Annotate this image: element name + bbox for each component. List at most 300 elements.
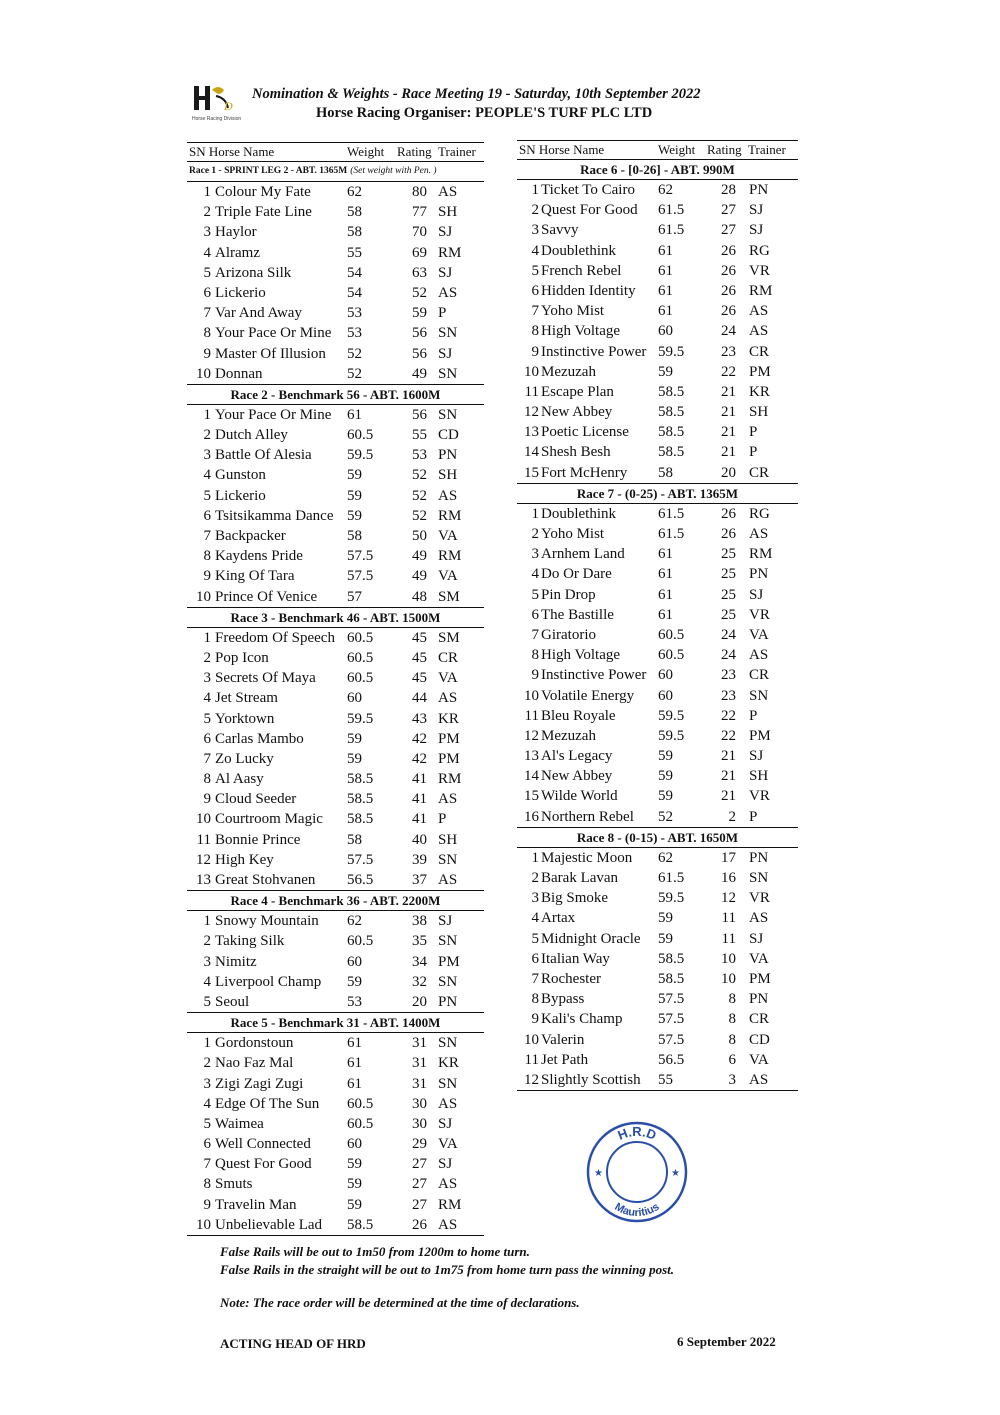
horse-row [517, 1070, 798, 1091]
horse-row [517, 1030, 798, 1050]
horse-name: Volatile Energy [541, 687, 635, 704]
horse-weight: 61 [347, 1075, 362, 1092]
horse-name: Waimea [215, 1115, 264, 1132]
horse-name: Quest For Good [541, 202, 638, 219]
horse-trainer: VR [749, 606, 770, 623]
horse-name: Carlas Mambo [215, 730, 304, 747]
horse-weight: 53 [347, 993, 362, 1010]
horse-weight: 61 [658, 282, 673, 299]
horse-rating: 25 [721, 586, 736, 603]
horse-trainer: SH [438, 831, 458, 848]
horse-trainer: AS [438, 690, 458, 707]
horse-rating: 8 [728, 1031, 736, 1048]
horse-sn: 2 [203, 649, 211, 666]
horse-name: Northern Rebel [541, 808, 634, 825]
horse-weight: 60.5 [347, 427, 374, 444]
horse-sn: 8 [203, 771, 211, 788]
horse-weight: 54 [347, 284, 362, 301]
horse-row [187, 546, 484, 566]
horse-trainer: SJ [749, 202, 764, 219]
horse-sn: 14 [524, 444, 539, 461]
horse-trainer: RM [438, 507, 462, 524]
horse-name: Escape Plan [541, 383, 614, 400]
header-trainer: Trainer [438, 144, 476, 159]
horse-weight: 59 [658, 930, 673, 947]
horse-sn: 11 [524, 707, 539, 724]
horse-name: Big Smoke [541, 890, 609, 907]
horse-row [517, 200, 798, 220]
horse-sn: 10 [196, 811, 211, 828]
horse-rating: 41 [412, 771, 427, 788]
horse-sn: 3 [203, 953, 211, 970]
horse-weight: 55 [347, 244, 362, 261]
horse-name: Ticket To Cairo [541, 182, 635, 198]
race-title: Race 6 - [0-26] - ABT. 990M [517, 160, 798, 180]
horse-name: The Bastille [541, 606, 614, 623]
horse-row [187, 526, 484, 546]
horse-name: Midnight Oracle [541, 930, 641, 947]
horse-trainer: P [749, 424, 758, 441]
horse-rating: 59 [412, 305, 427, 322]
horse-rating: 70 [412, 224, 427, 241]
horse-trainer: SN [438, 1075, 458, 1092]
horse-row [517, 766, 798, 786]
horse-trainer: VA [749, 950, 769, 967]
horse-trainer: KR [749, 383, 770, 400]
horse-name: Tsitsikamma Dance [215, 507, 334, 524]
horse-sn: 10 [196, 365, 211, 382]
horse-trainer: PM [749, 970, 771, 987]
race-title: Race 5 - Benchmark 31 - ABT. 1400M [187, 1013, 484, 1033]
horse-name: Master Of Illusion [215, 345, 326, 362]
horse-rating: 21 [721, 444, 736, 461]
horse-weight: 60 [658, 667, 673, 684]
horse-sn: 2 [531, 526, 539, 542]
horse-trainer: RM [749, 282, 773, 299]
horse-name: Mezuzah [541, 363, 596, 380]
horse-row [187, 1114, 484, 1134]
horse-sn: 1 [203, 184, 211, 200]
horse-weight: 59 [658, 363, 673, 380]
horse-trainer: AS [438, 487, 458, 504]
horse-rating: 30 [412, 1115, 427, 1132]
horse-rating: 38 [412, 913, 427, 930]
horse-weight: 58.5 [658, 404, 685, 421]
horse-trainer: VR [749, 262, 770, 279]
horse-weight: 59 [658, 788, 673, 805]
horse-name: Donnan [215, 365, 263, 382]
horse-rating: 26 [721, 262, 736, 279]
horse-rating: 12 [721, 890, 736, 907]
horse-weight: 58.5 [347, 771, 374, 788]
horse-sn: 11 [524, 383, 539, 400]
horse-trainer: SJ [749, 586, 764, 603]
horse-row [187, 1154, 484, 1174]
horse-name: Nimitz [215, 953, 257, 970]
horse-sn: 3 [203, 224, 211, 241]
horse-trainer: AS [438, 872, 458, 888]
horse-trainer: VA [438, 568, 458, 585]
horse-name: Bypass [541, 991, 585, 1008]
horse-rating: 26 [721, 526, 736, 542]
horse-weight: 60.5 [347, 629, 374, 646]
horse-name: Pop Icon [215, 649, 269, 666]
horse-weight: 55 [658, 1071, 673, 1088]
horse-trainer: RM [438, 1196, 462, 1213]
horse-sn: 1 [203, 406, 211, 423]
horse-row [187, 709, 484, 729]
horse-rating: 11 [721, 930, 736, 947]
horse-trainer: SN [438, 933, 458, 950]
horse-sn: 4 [203, 467, 211, 484]
horse-weight: 61 [658, 606, 673, 623]
horse-weight: 53 [347, 305, 362, 322]
horse-trainer: SM [438, 629, 460, 646]
horse-row [517, 969, 798, 989]
horse-sn: 10 [524, 687, 539, 704]
horse-trainer: SJ [438, 1156, 453, 1173]
horse-rating: 27 [412, 1196, 427, 1213]
horse-row [187, 506, 484, 526]
horse-trainer: SH [438, 467, 458, 484]
horse-name: Majestic Moon [541, 849, 633, 866]
horse-name: Yorktown [215, 710, 275, 727]
horse-sn: 12 [524, 727, 539, 744]
horse-name: Kaydens Pride [215, 548, 303, 565]
horse-name: Prince Of Venice [215, 588, 318, 605]
horse-weight: 62 [658, 849, 673, 866]
horse-weight: 59 [347, 487, 362, 504]
horse-row [187, 323, 484, 343]
horse-trainer: PM [438, 750, 460, 767]
horse-trainer: P [749, 444, 758, 461]
horse-sn: 8 [531, 991, 539, 1008]
horse-rating: 17 [721, 849, 736, 866]
horse-trainer: AS [438, 184, 458, 200]
horse-rating: 42 [412, 730, 427, 747]
horse-name: High Key [215, 851, 274, 868]
horse-rating: 39 [412, 851, 427, 868]
horse-weight: 61 [658, 566, 673, 583]
horse-weight: 61.5 [658, 870, 685, 886]
horse-name: Zigi Zagi Zugi [215, 1075, 304, 1092]
horse-row [517, 686, 798, 706]
horse-weight: 58.5 [658, 950, 685, 967]
horse-name: Quest For Good [215, 1156, 312, 1173]
header-trainer: Trainer [748, 142, 786, 157]
horse-rating: 23 [721, 667, 736, 684]
horse-rating: 44 [412, 690, 427, 707]
horse-rating: 52 [412, 507, 427, 524]
horse-name: Gordonstoun [215, 1035, 294, 1052]
horse-trainer: P [749, 707, 758, 724]
horse-name: Mezuzah [541, 727, 596, 744]
horse-row [517, 504, 798, 524]
horse-trainer: VR [749, 788, 770, 805]
horse-sn: 3 [531, 222, 539, 239]
horse-trainer: AS [438, 791, 458, 808]
horse-weight: 61 [347, 406, 362, 423]
horse-trainer: SN [438, 406, 458, 423]
horse-sn: 6 [531, 282, 539, 299]
horse-rating: 20 [412, 993, 427, 1010]
horse-row [187, 789, 484, 809]
horse-sn: 4 [531, 910, 539, 927]
horse-rating: 10 [721, 970, 736, 987]
horse-rating: 23 [721, 343, 736, 360]
horse-sn: 3 [203, 1075, 211, 1092]
horse-trainer: SN [438, 1035, 458, 1052]
horse-trainer: SJ [438, 1115, 453, 1132]
horse-trainer: SH [438, 204, 458, 221]
horse-sn: 7 [531, 970, 539, 987]
horse-name: Dutch Alley [215, 427, 288, 444]
horse-rating: 28 [721, 182, 736, 198]
horse-sn: 3 [531, 546, 539, 563]
horse-trainer: VA [749, 626, 769, 643]
horse-name: Freedom Of Speech [215, 629, 335, 646]
horse-row [187, 587, 484, 608]
horse-rating: 25 [721, 606, 736, 623]
horse-trainer: CR [749, 464, 770, 481]
horse-rating: 26 [721, 303, 736, 320]
horse-row [187, 182, 484, 202]
horse-name: Edge Of The Sun [215, 1095, 320, 1112]
svg-text:D: D [224, 99, 233, 113]
horse-name: Slightly Scottish [541, 1071, 641, 1088]
horse-name: Lickerio [215, 487, 266, 504]
horse-row [517, 929, 798, 949]
horse-name: New Abbey [541, 404, 613, 421]
svg-text:★: ★ [594, 1168, 603, 1179]
horse-sn: 6 [531, 950, 539, 967]
horse-row [187, 202, 484, 222]
horse-rating: 3 [728, 1071, 736, 1088]
horse-trainer: VA [438, 528, 458, 544]
horse-row [187, 952, 484, 972]
horse-rating: 77 [412, 204, 427, 221]
horse-weight: 60 [347, 1136, 362, 1153]
horse-row [187, 992, 484, 1013]
horse-sn: 5 [203, 993, 211, 1010]
horse-rating: 69 [412, 244, 427, 261]
horse-trainer: SN [749, 870, 769, 886]
horse-rating: 35 [412, 933, 427, 950]
horse-trainer: PM [749, 363, 771, 380]
horse-trainer: SM [438, 588, 460, 605]
hrd-stamp [585, 1120, 690, 1225]
horse-rating: 24 [721, 647, 736, 664]
horse-weight: 59 [347, 1176, 362, 1193]
horse-trainer: P [749, 808, 758, 825]
horse-rating: 37 [412, 872, 427, 888]
horse-sn: 7 [531, 303, 539, 320]
race-title: Race 1 - SPRINT LEG 2 - ABT. 1365M (Set weight with Pen. ) [187, 162, 484, 182]
horse-row [517, 989, 798, 1009]
horse-row [187, 668, 484, 688]
horse-row [517, 281, 798, 301]
horse-weight: 59 [347, 467, 362, 484]
horse-name: Colour My Fate [215, 184, 311, 200]
svg-text:★: ★ [671, 1168, 680, 1179]
race-order-note: Note: The race order will be determined at the time of declarations. [220, 1295, 580, 1310]
horse-sn: 8 [531, 647, 539, 664]
horse-trainer: PN [438, 993, 458, 1010]
horse-trainer: PN [749, 849, 769, 866]
horse-row [187, 445, 484, 465]
horse-rating: 45 [412, 629, 427, 646]
horse-trainer: SJ [438, 224, 453, 241]
horse-sn: 10 [196, 588, 211, 605]
column-header [517, 140, 798, 160]
horse-rating: 27 [721, 222, 736, 239]
horse-rating: 11 [721, 910, 736, 927]
horse-row [517, 220, 798, 240]
horse-trainer: SJ [749, 222, 764, 239]
organiser-line: Horse Racing Organiser: PEOPLE'S TURF PLC LTD [316, 105, 653, 121]
horse-rating: 56 [412, 345, 427, 362]
horse-sn: 4 [531, 566, 539, 583]
horse-weight: 59.5 [658, 890, 685, 907]
race-title: Race 3 - Benchmark 46 - ABT. 1500M [187, 608, 484, 628]
horse-name: Poetic License [541, 424, 629, 441]
horse-name: Fort McHenry [541, 464, 628, 481]
horse-trainer: SJ [749, 748, 764, 765]
horse-weight: 60.5 [658, 626, 685, 643]
horse-rating: 32 [412, 973, 427, 990]
horse-row [517, 564, 798, 584]
horse-trainer: AS [749, 303, 769, 320]
horse-row [517, 706, 798, 726]
horse-rating: 10 [721, 950, 736, 967]
horse-row [187, 1053, 484, 1073]
horse-sn: 1 [531, 849, 539, 866]
horse-row [517, 402, 798, 422]
horse-name: Bleu Royale [541, 707, 616, 724]
horse-sn: 11 [196, 831, 211, 848]
left-race-column [187, 142, 484, 1236]
horse-rating: 29 [412, 1136, 427, 1153]
horse-weight: 59 [347, 507, 362, 524]
horse-rating: 52 [412, 487, 427, 504]
horse-weight: 61.5 [658, 202, 685, 219]
column-header [187, 142, 484, 162]
horse-rating: 20 [721, 464, 736, 481]
horse-sn: 5 [203, 1115, 211, 1132]
horse-rating: 49 [412, 365, 427, 382]
horse-row [517, 786, 798, 806]
horse-row [187, 648, 484, 668]
horse-row [517, 868, 798, 888]
horse-trainer: RM [438, 548, 462, 565]
horse-sn: 16 [524, 808, 539, 825]
horse-trainer: CR [749, 667, 770, 684]
horse-weight: 59 [347, 750, 362, 767]
horse-sn: 4 [531, 242, 539, 259]
horse-trainer: AS [749, 647, 769, 664]
horse-row [187, 243, 484, 263]
horse-sn: 9 [203, 791, 211, 808]
horse-sn: 5 [531, 930, 539, 947]
horse-rating: 21 [721, 404, 736, 421]
horse-rating: 26 [721, 282, 736, 299]
horse-name: Artax [541, 910, 576, 927]
horse-row [517, 463, 798, 484]
header-sn-name: SN Horse Name [519, 142, 605, 157]
horse-trainer: SH [749, 768, 769, 785]
horse-sn: 11 [524, 1051, 539, 1068]
horse-row [187, 1074, 484, 1094]
horse-trainer: PN [749, 566, 769, 583]
horse-weight: 57.5 [347, 568, 374, 585]
horse-weight: 59 [658, 748, 673, 765]
horse-weight: 56.5 [658, 1051, 685, 1068]
horse-sn: 9 [531, 667, 539, 684]
horse-sn: 7 [203, 305, 211, 322]
horse-sn: 4 [203, 1095, 211, 1112]
horse-name: Backpacker [215, 528, 286, 544]
horse-rating: 16 [721, 870, 736, 886]
horse-name: Secrets Of Maya [215, 670, 316, 687]
horse-trainer: P [438, 305, 447, 322]
horse-weight: 61 [347, 1035, 362, 1052]
horse-weight: 59.5 [347, 447, 374, 464]
horse-sn: 15 [524, 788, 539, 805]
horse-weight: 61.5 [658, 222, 685, 239]
horse-name: High Voltage [541, 323, 621, 340]
horse-rating: 8 [728, 991, 736, 1008]
horse-sn: 15 [524, 464, 539, 481]
horse-sn: 1 [203, 629, 211, 646]
horse-sn: 10 [196, 1216, 211, 1233]
horse-weight: 62 [347, 913, 362, 930]
horse-rating: 22 [721, 727, 736, 744]
horse-trainer: SJ [749, 930, 764, 947]
horse-weight: 60 [658, 687, 673, 704]
horse-trainer: RG [749, 505, 770, 522]
horse-name: King Of Tara [215, 568, 295, 585]
horse-name: New Abbey [541, 768, 613, 785]
horse-weight: 58.5 [658, 424, 685, 441]
horse-name: Smuts [215, 1176, 253, 1193]
horse-trainer: PN [749, 182, 769, 198]
header-sn-name: SN Horse Name [189, 144, 275, 159]
horse-name: Italian Way [541, 950, 610, 967]
horse-name: Yoho Mist [541, 526, 605, 542]
horse-name: Yoho Mist [541, 303, 605, 320]
horse-trainer: SH [749, 404, 769, 421]
horse-weight: 59.5 [347, 710, 374, 727]
horse-name: Travelin Man [215, 1196, 297, 1213]
horse-row [187, 1215, 484, 1236]
horse-weight: 52 [347, 365, 362, 382]
horse-row [187, 850, 484, 870]
horse-weight: 62 [347, 184, 362, 200]
horse-row [517, 949, 798, 969]
horse-row [187, 1134, 484, 1154]
horse-trainer: SN [438, 851, 458, 868]
horse-name: Alramz [215, 244, 260, 261]
horse-rating: 50 [412, 528, 427, 544]
horse-name: Doublethink [541, 242, 616, 259]
horse-sn: 7 [203, 750, 211, 767]
horse-trainer: RM [438, 771, 462, 788]
horse-weight: 58.5 [658, 444, 685, 461]
horse-rating: 22 [721, 363, 736, 380]
horse-rating: 45 [412, 649, 427, 666]
horse-name: Lickerio [215, 284, 266, 301]
horse-sn: 2 [531, 202, 539, 219]
